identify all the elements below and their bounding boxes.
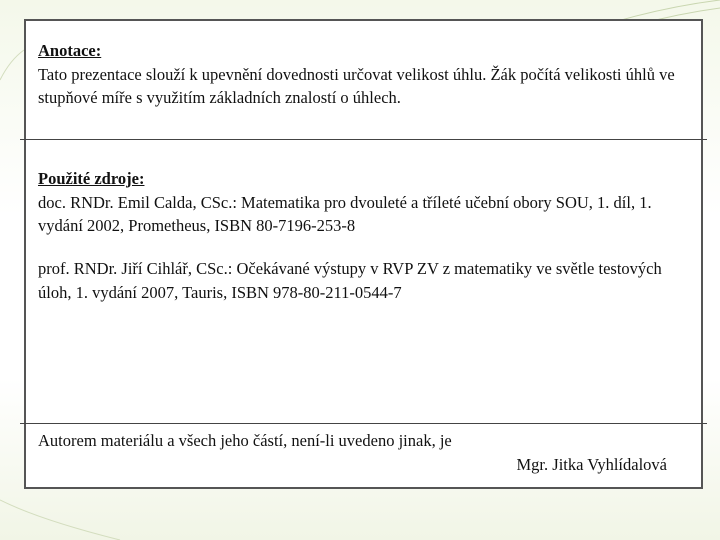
authorship-statement: Autorem materiálu a všech jeho částí, není-li uvedeno jinak, je [38,431,452,450]
sources-heading: Použité zdroje: [38,169,145,188]
annotation-heading: Anotace: [38,41,102,60]
section-divider [20,139,707,140]
section-divider [20,423,707,424]
annotation-section [38,39,689,110]
source-item: prof. RNDr. Jiří Cihlář, CSc.: Očekávané výstupy v RVP ZV z matematiky ve světle testových úloh, 1. vydání 2007, Tauris, ISBN 978-80-211-0544-7 [38,259,662,302]
sources-section [38,167,689,238]
authorship-section [38,429,689,476]
content-frame [24,19,703,489]
source-item: doc. RNDr. Emil Calda, CSc.: Matematika pro dvouleté a tříleté učební obory SOU, 1. díl, 1. vydání 2002, Prometheus, ISBN 80-7196-253-8 [38,192,652,235]
author-name: Mgr. Jitka Vyhlídalová [516,454,667,474]
sources-section-continued [38,257,689,304]
annotation-text: Tato prezentace slouží k upevnění dovednosti určovat velikost úhlu. Žák počítá velikosti úhlů ve stupňové míře s využitím základních znalostí o úhlech. [38,64,675,107]
